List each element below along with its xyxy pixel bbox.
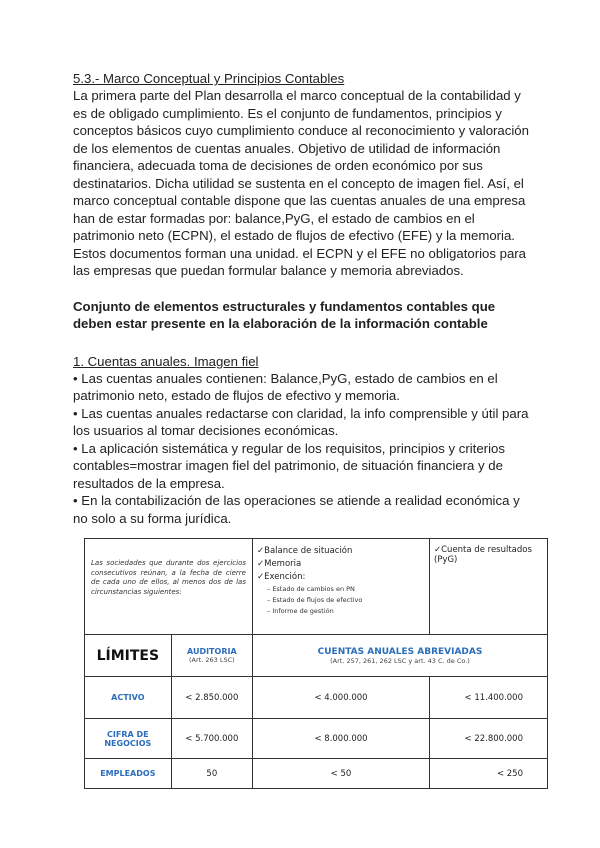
- subsection-title: 1. Cuentas anuales. Imagen fiel: [73, 353, 259, 369]
- right-value: < 250: [430, 759, 548, 789]
- auditoria-value: < 2.850.000: [171, 677, 252, 719]
- table-intro: Las sociedades que durante dos ejercicios consecutivos reúnan, a la fecha de cierre de cada uno de ellos, al menos dos de las circunstancias siguientes:: [85, 539, 253, 635]
- bullet-item: • En la contabilización de las operaciones se atiende a realidad económica y no solo a su forma jurídica.: [73, 493, 520, 526]
- abreviadas-ref: (Art. 257, 261, 262 LSC y art. 43 C. de Co.): [330, 656, 470, 665]
- check-item: ✓Memoria: [257, 559, 302, 569]
- auditoria-label: AUDITORIA: [187, 647, 237, 656]
- bullet-item: • La aplicación sistemática y regular de los requisitos, principios y criterios contables=mostrar imagen fiel del patrimonio, de situación financiera y de resultados de la empresa.: [73, 440, 505, 491]
- row-label: ACTIVO: [85, 677, 172, 719]
- bullet-item: • Las cuentas anuales redactarse con claridad, la info comprensible y útil para los usuarios al tomar decisiones económicas.: [73, 405, 529, 438]
- table-row: [85, 719, 548, 759]
- bold-heading: Conjunto de elementos estructurales y fundamentos contables que deben estar presente en la elaboración de la información contable: [73, 298, 496, 331]
- table-row: [85, 677, 548, 719]
- right-value: < 22.800.000: [430, 719, 548, 759]
- check-item: ✓Exención:: [257, 572, 306, 582]
- table-row: [85, 759, 548, 789]
- auditoria-ref: (Art. 263 LSC): [189, 656, 235, 664]
- limits-label: LÍMITES: [85, 635, 172, 677]
- row-label: EMPLEADOS: [85, 759, 172, 789]
- limits-table: [84, 538, 548, 789]
- check-right: ✓Cuenta de resultados (PyG): [430, 539, 548, 635]
- row-label: CIFRA DE NEGOCIOS: [85, 719, 172, 759]
- auditoria-value: < 5.700.000: [171, 719, 252, 759]
- section-title: 5.3.- Marco Conceptual y Principios Contables: [73, 71, 345, 86]
- abreviadas-header: [253, 635, 548, 677]
- check-subitem: – Informe de gestión: [267, 607, 334, 615]
- abreviadas-label: CUENTAS ANUALES ABREVIADAS: [317, 646, 483, 657]
- right-value: < 11.400.000: [430, 677, 548, 719]
- check-item: ✓Balance de situación: [257, 546, 353, 556]
- bullet-item: • Las cuentas anuales contienen: Balance,PyG, estado de cambios en el patrimonio neto, estado de flujos de efectivo y memoria.: [73, 370, 498, 403]
- document-page: [73, 70, 533, 527]
- section-paragraph: La primera parte del Plan desarrolla el marco conceptual de la contabilidad y es de obligado cumplimiento. Es el conjunto de fundamentos, principios y conceptos básicos cuyo cumplimiento conduce al reconocimiento y valoración de los elementos de cuentas anuales. Objetivo de utilidad de información financiera, adecuada toma de decisiones de orden económico por sus destinatarios. Dicha utilidad se sustenta en el concepto de imagen fiel. Así, el marco conceptual contable dispone que las cuentas anuales de una empresa han de estar formadas por: balance,PyG, el estado de cambios en el patrimonio neto (ECPN), el estado de flujos de efectivo (EFE) y la memoria. Estos documentos forman una unidad. el ECPN y el EFE no obligatorios para las empresas que puedan formular balance y memoria abreviados.: [73, 88, 529, 278]
- mid-value: < 50: [253, 759, 430, 789]
- auditoria-header: [171, 635, 252, 677]
- check-subitem: – Estado de flujos de efectivo: [267, 596, 363, 604]
- checks-middle: [253, 539, 430, 635]
- check-subitem: – Estado de cambios en PN: [267, 585, 355, 593]
- mid-value: < 4.000.000: [253, 677, 430, 719]
- mid-value: < 8.000.000: [253, 719, 430, 759]
- auditoria-value: 50: [171, 759, 252, 789]
